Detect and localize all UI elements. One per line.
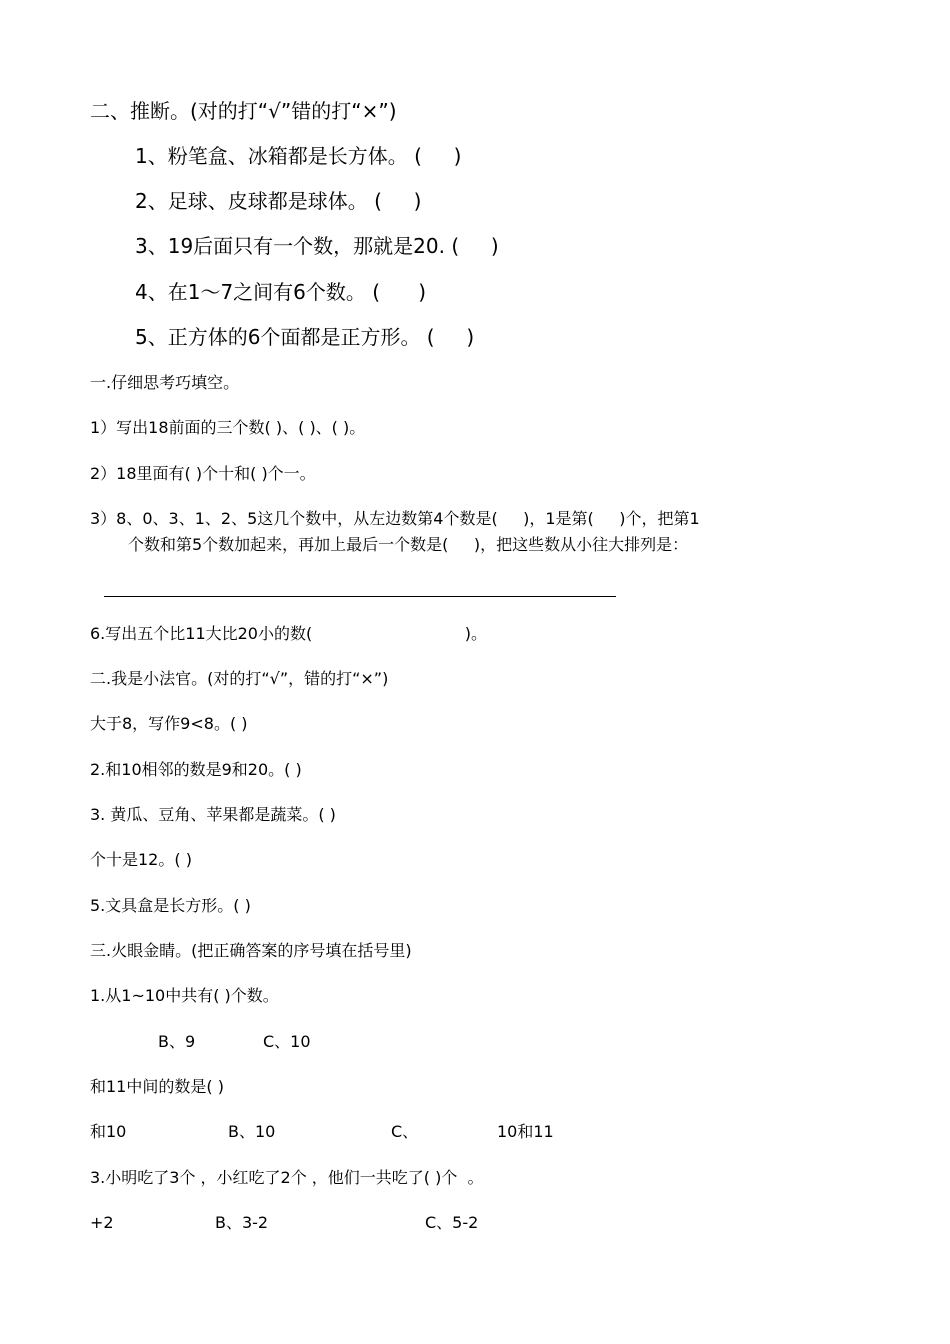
section-1-item-3: 3）8、0、3、1、2、5这几个数中，从左边数第4个数是( )，1是第( )个，把第1: [90, 509, 700, 528]
section-3-q3-option-c: C、5-2: [425, 1213, 479, 1232]
section-1-item-1: 1）写出18前面的三个数( )、( )、( )。: [90, 418, 366, 437]
section-3-q3-option-a: +2: [90, 1213, 114, 1232]
section-a-heading: 二、推断。(对的打“√”错的打“×”): [90, 99, 397, 123]
answer-line: [104, 596, 616, 597]
section-a-item-1: 1、粉笔盒、冰箱都是长方体。 ( ): [135, 144, 462, 168]
section-a-item-4: 4、在1～7之间有6个数。 ( ): [135, 280, 427, 304]
section-1-item-6: 6.写出五个比11大比20小的数( )。: [90, 624, 488, 643]
section-1-heading: 一.仔细思考巧填空。: [90, 373, 240, 392]
section-3-q1-option-b: B、9: [158, 1032, 196, 1051]
section-3-q2-option-a: 和10: [90, 1122, 127, 1141]
section-3-q2: 和11中间的数是( ): [90, 1077, 224, 1096]
section-3-q3: 3.小明吃了3个 ，小红吃了2个 ，他们一共吃了( )个 。: [90, 1168, 484, 1187]
section-2-item-5: 5.文具盒是长方形。( ): [90, 896, 251, 915]
section-2-heading: 二.我是小法官。(对的打“√”，错的打“×”): [90, 669, 389, 688]
section-3-q1: 1.从1~10中共有( )个数。: [90, 986, 279, 1005]
section-3-q1-option-c: C、10: [263, 1032, 311, 1051]
section-1-item-3-cont: 个数和第5个数加起来，再加上最后一个数是( )，把这些数从小往大排列是：: [128, 535, 689, 554]
section-a-item-3: 3、19后面只有一个数，那就是20. ( ): [135, 234, 499, 258]
section-1-item-2: 2）18里面有( )个十和( )个一。: [90, 464, 316, 483]
section-a-item-5: 5、正方体的6个面都是正方形。 ( ): [135, 325, 475, 349]
section-2-item-3: 3. 黄瓜、豆角、苹果都是蔬菜。( ): [90, 805, 336, 824]
section-3-heading: 三.火眼金睛。(把正确答案的序号填在括号里): [90, 941, 412, 960]
section-2-item-4: 个十是12。( ): [90, 850, 192, 869]
section-3-q2-option-c-value: 10和11: [497, 1122, 554, 1141]
section-a-item-2: 2、足球、皮球都是球体。 ( ): [135, 189, 422, 213]
section-3-q2-option-b: B、10: [228, 1122, 276, 1141]
section-2-item-1: 大于8，写作9<8。( ): [90, 714, 248, 733]
section-2-item-2: 2.和10相邻的数是9和20。( ): [90, 760, 302, 779]
section-3-q3-option-b: B、3-2: [215, 1213, 269, 1232]
section-3-q2-option-c: C、: [391, 1122, 419, 1141]
